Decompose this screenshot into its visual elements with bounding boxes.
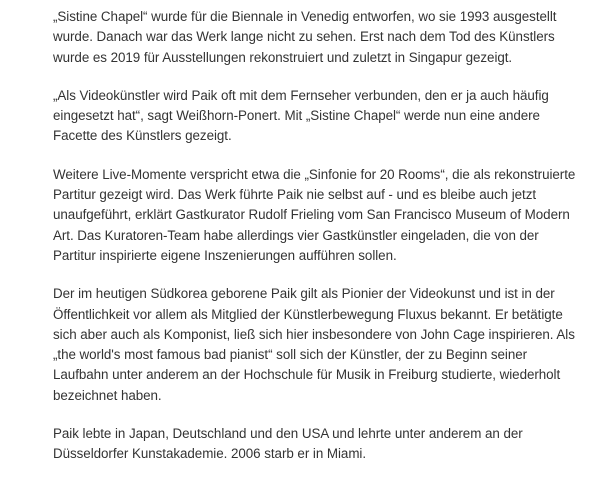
text-line: sich aber auch als Komponist, ließ sich hier insbesondere von John Cage inspirieren. Als xyxy=(53,326,575,342)
text-line: wurde. Danach war das Werk lange nicht zu sehen. Erst nach dem Tod des Künstlers xyxy=(53,29,555,45)
text-line: Partitur gezeigt wird. Das Werk führte Paik nie selbst auf - und es bleibe auch jetzt xyxy=(53,187,537,203)
text-line: eingesetzt hat“, sagt Weißhorn-Ponert. Mit „Sistine Chapel“ werde nun eine andere xyxy=(53,108,540,124)
text-line: Facette des Künstlers gezeigt. xyxy=(53,128,232,144)
text-line: Düsseldorfer Kunstakademie. 2006 starb er in Miami. xyxy=(53,446,367,462)
text-line: „the world's most famous bad pianist“ soll sich der Künstler, der zu Beginn seiner xyxy=(53,347,528,363)
text-line: wurde es 2019 für Ausstellungen rekonstruiert und zuletzt in Singapur gezeigt. xyxy=(53,49,513,65)
text-line: Öffentlichkeit vor allem als Mitglied der Künstlerbewegung Fluxus bekannt. Er betätigte xyxy=(53,306,563,322)
text-line: Art. Das Kuratoren-Team habe allerdings vier Gastkünstler eingeladen, die von der xyxy=(53,227,539,243)
text-line: „Sistine Chapel“ wurde für die Biennale in Venedig entworfen, wo sie 1993 ausgestellt xyxy=(53,9,557,24)
text-line: bezeichnet haben. xyxy=(53,387,162,403)
text-line: Der im heutigen Südkorea geborene Paik gilt als Pionier der Videokunst und ist in der xyxy=(53,286,555,302)
paragraph-pionier-videokunst xyxy=(53,284,575,406)
text-line: Paik lebte in Japan, Deutschland und den USA und lehrte unter anderem an der xyxy=(53,426,523,442)
article-body xyxy=(53,7,576,483)
text-line: „Als Videokünstler wird Paik oft mit dem Fernseher verbunden, den er ja auch häufig xyxy=(53,87,549,103)
paragraph-sistine-chapel xyxy=(53,7,557,68)
text-line: unaufgeführt, erklärt Gastkurator Rudolf Frieling vom San Francisco Museum of Modern xyxy=(53,207,570,223)
paragraph-sinfonie-20-rooms xyxy=(53,165,576,266)
text-line: Partitur inspirierte eigene Inszenierungen aufführen sollen. xyxy=(53,247,397,263)
text-line: Weitere Live-Momente verspricht etwa die „Sinfonie for 20 Rooms“, die als rekonstruierte xyxy=(53,166,576,182)
paragraph-quote-weisshorn-ponert xyxy=(53,86,553,147)
text-line: Laufbahn unter anderem an der Hochschule für Musik in Freiburg studierte, wiederholt xyxy=(53,367,561,383)
paragraph-biography xyxy=(53,424,553,465)
